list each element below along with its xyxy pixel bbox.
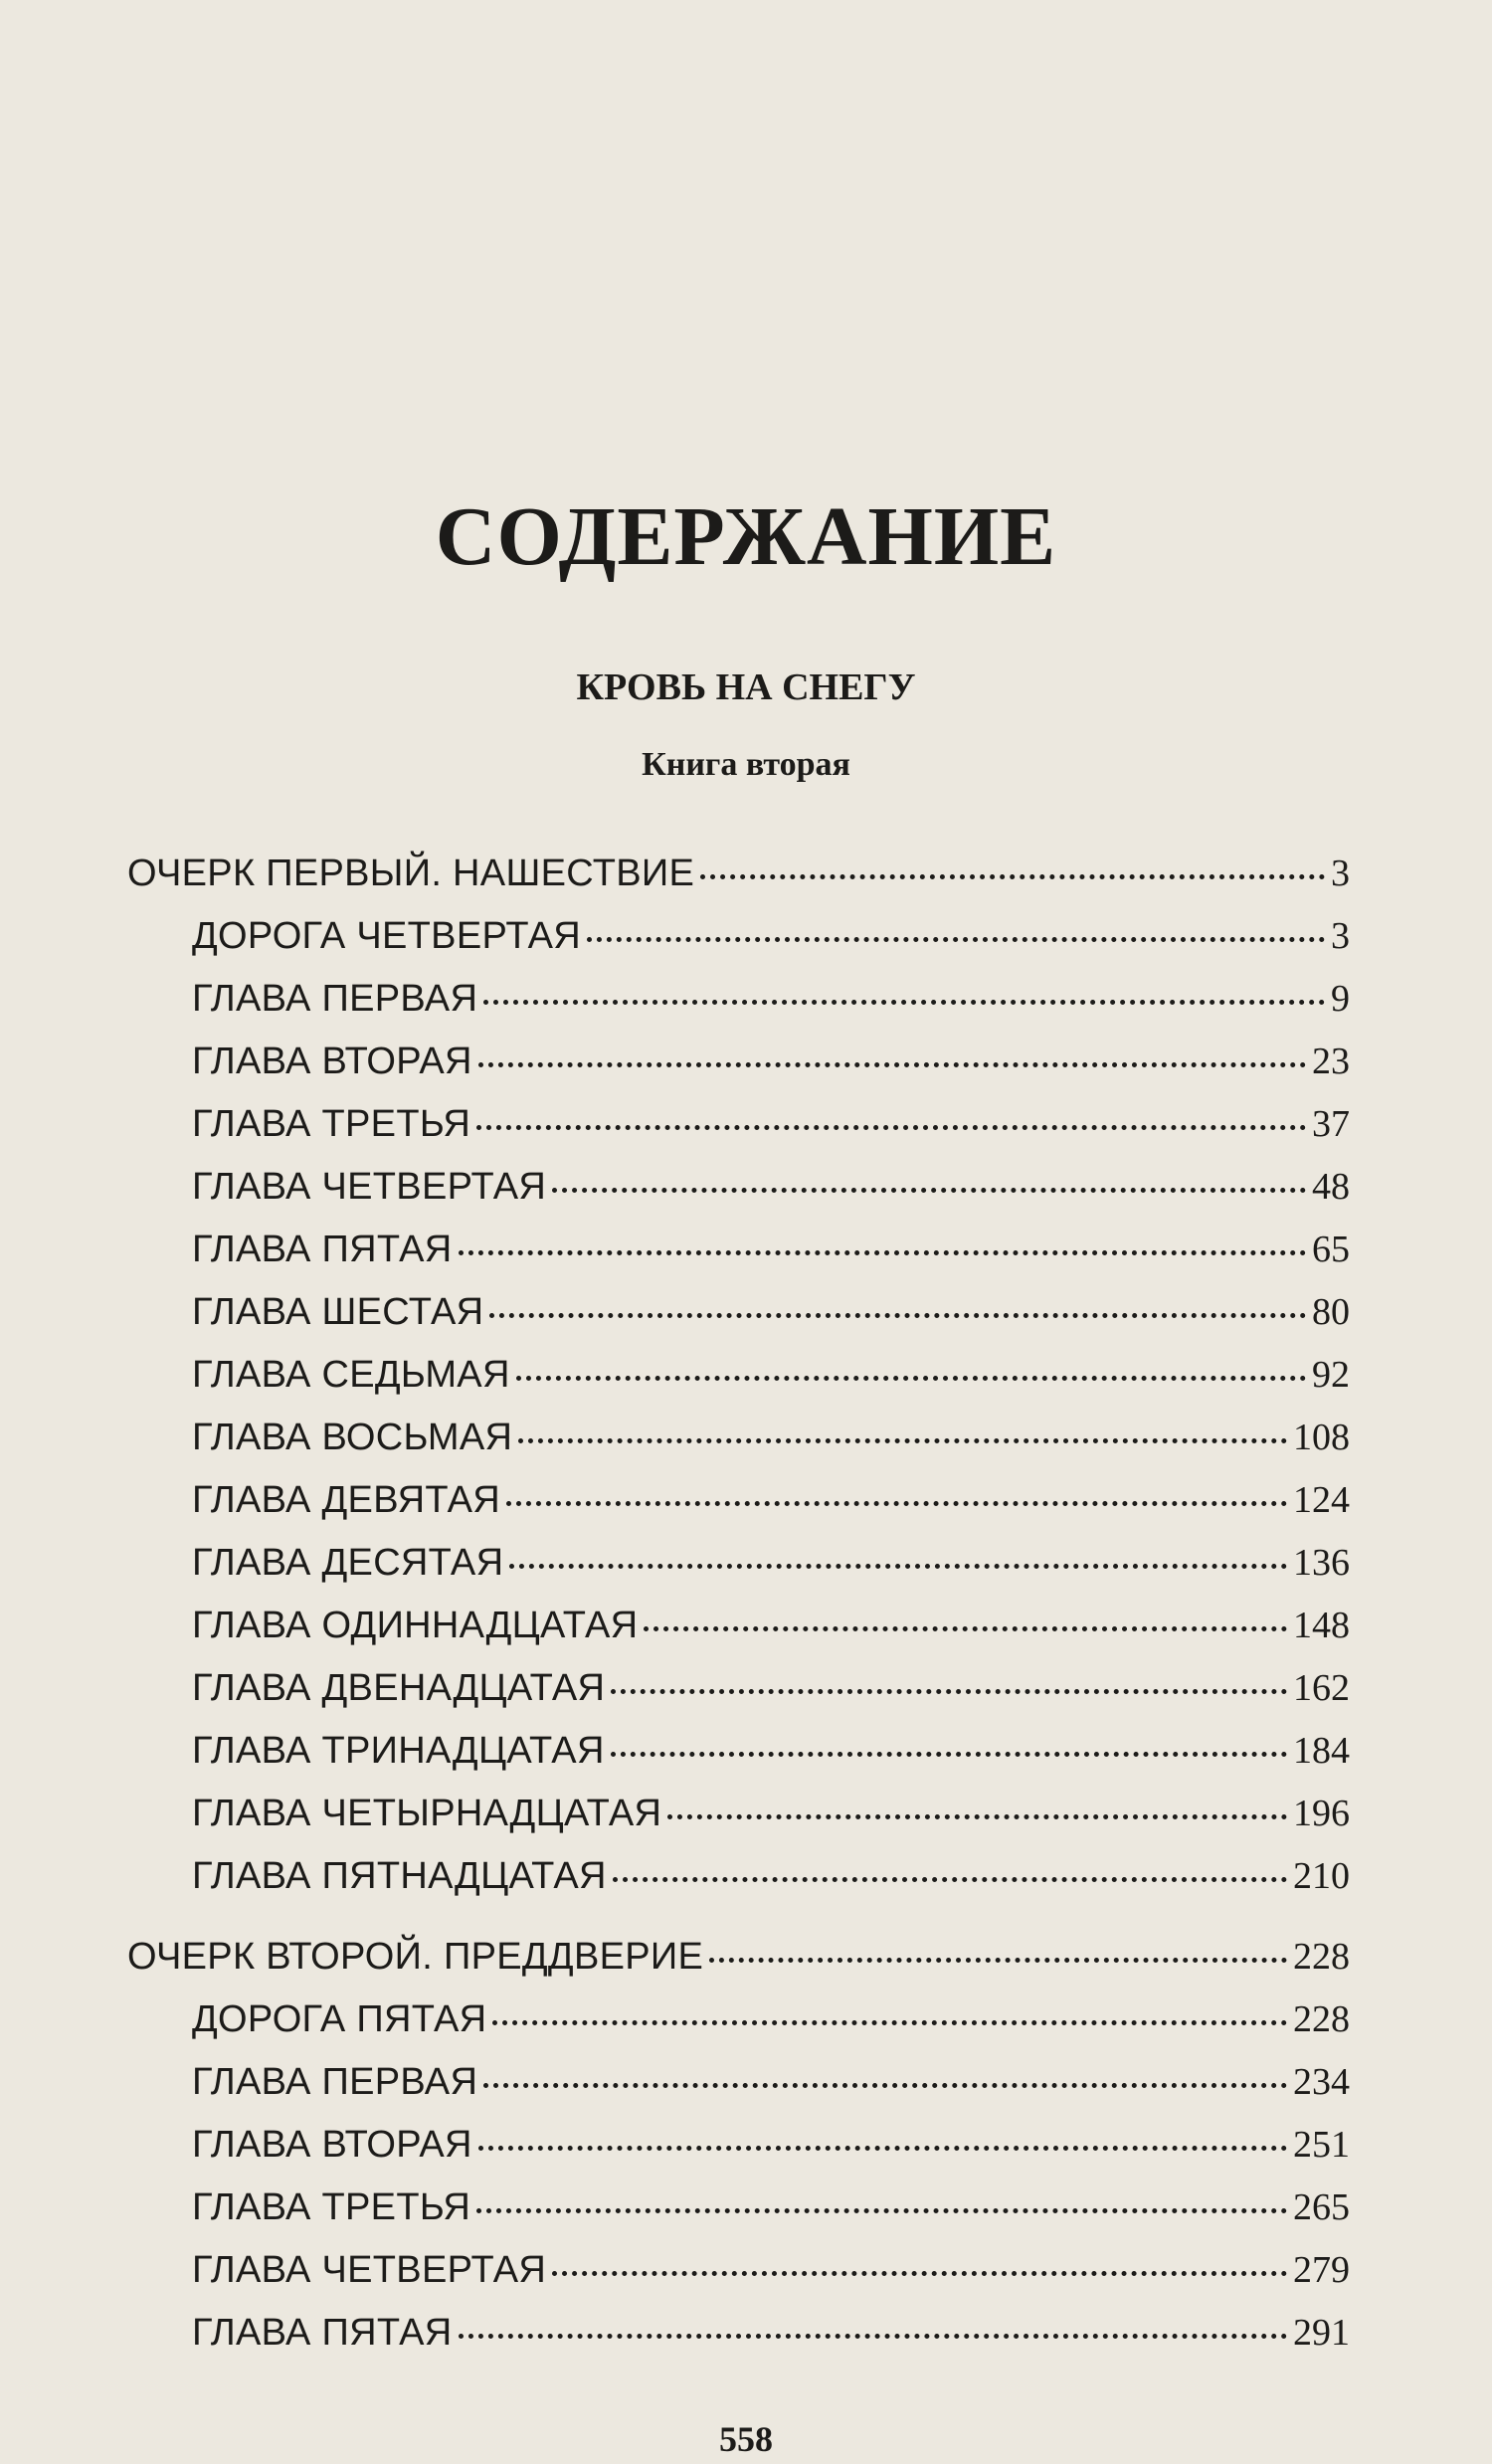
dot-leader [476,2208,1287,2213]
dot-leader [518,1438,1287,1443]
toc-chapter-entry [192,1099,1350,1149]
toc-entry-page: 291 [1293,2312,1350,2354]
toc-entry-label: ОЧЕРК ВТОРОЙ. ПРЕДДВЕРИЕ [127,1936,704,1978]
book-title: КРОВЬ НА СНЕГУ [576,666,916,708]
toc-chapter-entry [192,2182,1350,2232]
toc-entry-label: ГЛАВА ВТОРАЯ [192,2124,472,2166]
toc-entry-label: ГЛАВА ПЕРВАЯ [192,2061,478,2103]
dot-leader [483,2083,1287,2088]
toc-entry-page: 9 [1331,978,1350,1020]
dot-leader [478,2146,1287,2151]
toc-entry-page: 228 [1293,1936,1350,1978]
toc-chapter-entry [192,1538,1350,1588]
dot-leader [613,1877,1287,1882]
toc-entry-page: 279 [1293,2249,1350,2291]
toc-entry-label: ДОРОГА ПЯТАЯ [192,1998,487,2040]
dot-leader [459,2334,1287,2339]
toc-entry-page: 80 [1312,1291,1350,1333]
toc-entry-label: ГЛАВА ДЕВЯТАЯ [192,1479,500,1521]
toc-entry-page: 65 [1312,1229,1350,1270]
toc-entry-label: ГЛАВА ПЯТАЯ [192,2312,453,2354]
toc-entry-page: 234 [1293,2061,1350,2103]
toc-entry-label: ГЛАВА ВТОРАЯ [192,1041,472,1082]
toc-entry-label: ГЛАВА ШЕСТАЯ [192,1291,484,1333]
toc-chapter-entry [192,1663,1350,1713]
toc-entry-label: ГЛАВА ТРИНАДЦАТАЯ [192,1730,605,1772]
toc-chapter-entry [192,1851,1350,1901]
dot-leader [516,1376,1306,1381]
toc-chapter-entry [192,1162,1350,1212]
toc-chapter-entry [192,1726,1350,1776]
toc-entry-label: ГЛАВА ЧЕТЫРНАДЦАТАЯ [192,1793,662,1834]
toc-entry-page: 228 [1293,1998,1350,2040]
toc-entry-label: ГЛАВА ЧЕТВЕРТАЯ [192,1166,547,1208]
dot-leader [667,1814,1287,1819]
toc-chapter-entry [192,2245,1350,2295]
dot-leader [492,2020,1287,2025]
book-volume: Книга вторая [642,746,850,783]
toc-chapter-entry [192,974,1350,1024]
toc-entry-label: ГЛАВА ТРЕТЬЯ [192,2186,471,2228]
toc-chapter-entry [192,1413,1350,1462]
toc-entry-label: ГЛАВА ПЯТНАДЦАТАЯ [192,1855,607,1897]
toc-entry-page: 148 [1293,1605,1350,1646]
toc-entry-label: ГЛАВА СЕДЬМАЯ [192,1354,510,1396]
toc-entry-page: 92 [1312,1354,1350,1396]
toc-chapter-entry [192,1037,1350,1086]
toc-entry-label: ГЛАВА ОДИННАДЦАТАЯ [192,1605,639,1646]
dot-leader [476,1125,1306,1130]
toc-entry-label: ГЛАВА ПЯТАЯ [192,1229,453,1270]
dot-leader [506,1501,1287,1506]
dot-leader [700,874,1325,879]
page-number: 558 [719,2419,773,2459]
toc-chapter-entry [192,2057,1350,2107]
toc-entry-page: 3 [1331,915,1350,957]
dot-leader [509,1564,1287,1569]
toc-entry-page: 136 [1293,1542,1350,1584]
toc-chapter-entry [192,911,1350,961]
toc-entry-label: ГЛАВА ЧЕТВЕРТАЯ [192,2249,547,2291]
toc-entry-label: ГЛАВА ТРЕТЬЯ [192,1103,471,1145]
toc-entry-label: ДОРОГА ЧЕТВЕРТАЯ [192,915,582,957]
toc-entry-label: ОЧЕРК ПЕРВЫЙ. НАШЕСТВИЕ [127,853,695,894]
toc-entry-label: ГЛАВА ДЕСЯТАЯ [192,1542,504,1584]
toc-section-entry [127,1932,1350,1982]
dot-leader [459,1250,1306,1255]
page-title: СОДЕРЖАНИЕ [435,490,1057,583]
toc-chapter-entry [192,1789,1350,1838]
toc-entry-label: ГЛАВА ДВЕНАДЦАТАЯ [192,1667,606,1709]
toc-chapter-entry [192,1994,1350,2044]
dot-leader [489,1313,1306,1318]
toc-chapter-entry [192,1475,1350,1525]
dot-leader [611,1752,1287,1757]
dot-leader [552,2271,1287,2276]
dot-leader [478,1062,1306,1067]
dot-leader [709,1958,1287,1963]
toc-entry-page: 196 [1293,1793,1350,1834]
toc-entry-page: 265 [1293,2186,1350,2228]
dot-leader [587,937,1325,942]
toc-entry-page: 23 [1312,1041,1350,1082]
toc-entry-label: ГЛАВА ПЕРВАЯ [192,978,478,1020]
toc-chapter-entry [192,2120,1350,2170]
toc-entry-page: 210 [1293,1855,1350,1897]
toc-chapter-entry [192,1601,1350,1650]
toc-entry-label: ГЛАВА ВОСЬМАЯ [192,1417,513,1458]
toc-chapter-entry [192,1225,1350,1274]
toc-entry-page: 184 [1293,1730,1350,1772]
toc-entry-page: 124 [1293,1479,1350,1521]
dot-leader [644,1626,1287,1631]
toc-entry-page: 37 [1312,1103,1350,1145]
toc-entry-page: 162 [1293,1667,1350,1709]
toc-entry-page: 108 [1293,1417,1350,1458]
toc-section-entry [127,849,1350,898]
dot-leader [552,1188,1306,1193]
toc-chapter-entry [192,1287,1350,1337]
toc-entry-page: 3 [1331,853,1350,894]
toc-chapter-entry [192,2308,1350,2358]
toc-entry-page: 48 [1312,1166,1350,1208]
toc-chapter-entry [192,1350,1350,1400]
dot-leader [483,1000,1325,1005]
dot-leader [611,1689,1287,1694]
toc-entry-page: 251 [1293,2124,1350,2166]
